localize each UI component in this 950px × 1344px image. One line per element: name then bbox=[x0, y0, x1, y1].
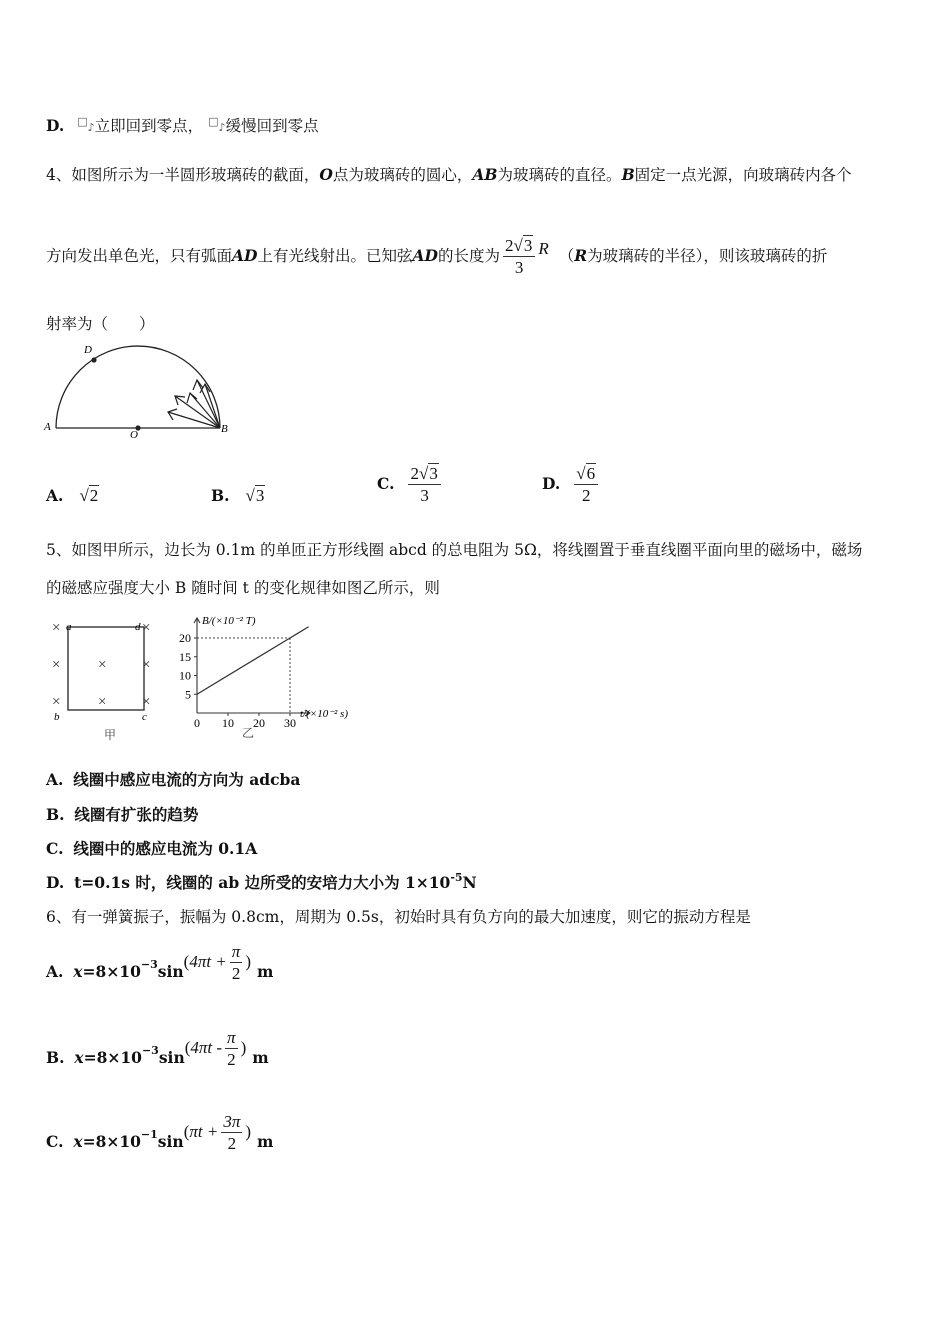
y-tick-label: 5 bbox=[185, 687, 191, 702]
caption-yi: 乙 bbox=[242, 726, 255, 740]
q4-option-a bbox=[46, 476, 99, 516]
option-unit: N bbox=[462, 873, 477, 892]
option-value: $\frac{2√3}{3}$ bbox=[408, 464, 440, 505]
q6-option-a bbox=[46, 941, 274, 996]
stem-text: 为玻璃砖的直径。 bbox=[497, 166, 622, 184]
symbol-ad: AD bbox=[232, 246, 258, 265]
corner-d: d bbox=[135, 621, 141, 633]
option-letter: A. bbox=[46, 962, 64, 981]
sin-fn: sin bbox=[157, 962, 184, 981]
option-letter: B. bbox=[211, 486, 230, 505]
semicircle-glass-figure bbox=[40, 338, 240, 443]
svg-text:×: × bbox=[52, 657, 61, 673]
figure-jia-coil bbox=[46, 612, 171, 742]
option-letter: A. bbox=[46, 770, 64, 789]
svg-text:×: × bbox=[98, 694, 107, 710]
option-letter: D. bbox=[46, 116, 65, 135]
option-text: 立即回到零点， bbox=[94, 117, 204, 135]
stem-text: （ bbox=[558, 247, 575, 265]
q4-stem-line2 bbox=[46, 226, 827, 286]
arc-ad bbox=[56, 346, 220, 428]
coefficient: =8×10 bbox=[82, 962, 141, 981]
x-tick-label: 10 bbox=[222, 716, 234, 730]
option-letter: D. bbox=[46, 873, 65, 892]
phase-argument: ( πt + $\frac{3\pi}{2}$ ) bbox=[183, 1111, 252, 1153]
option-letter: C. bbox=[46, 1132, 64, 1151]
x-tick-label: 20 bbox=[253, 716, 265, 730]
q6-option-b bbox=[46, 1027, 269, 1082]
corner-a: a bbox=[66, 621, 72, 633]
label-a: A bbox=[44, 421, 51, 433]
option-text: 线圈中的感应电流为 0.1A bbox=[73, 839, 258, 858]
q3-option-d bbox=[46, 116, 319, 138]
option-letter: C. bbox=[377, 474, 395, 493]
label-d: D bbox=[84, 344, 92, 356]
svg-text:×: × bbox=[52, 694, 61, 710]
x-axis-label: t/(×10⁻² s) bbox=[300, 708, 348, 720]
option-text: 线圈中感应电流的方向为 adcba bbox=[73, 770, 301, 789]
coefficient: =8×10 bbox=[83, 1048, 142, 1067]
option-value: $\frac{√6}{2}$ bbox=[574, 464, 598, 505]
option-text: 线圈有扩张的趋势 bbox=[74, 805, 199, 824]
x-tick-label: 0 bbox=[194, 716, 200, 730]
corner-b: b bbox=[54, 711, 60, 723]
q4-option-b bbox=[211, 476, 265, 516]
option-letter: B. bbox=[46, 1048, 65, 1067]
stem-text: 固定一点光源，向玻璃砖内各个 bbox=[634, 166, 852, 184]
stem-text: 的长度为 bbox=[437, 247, 500, 265]
option-unit: m bbox=[257, 1132, 274, 1151]
svg-text:×: × bbox=[142, 620, 151, 636]
figure-yi-bt-chart bbox=[172, 610, 364, 744]
option-unit: m bbox=[252, 1048, 269, 1067]
var-x: x bbox=[73, 962, 83, 981]
caption-jia: 甲 bbox=[104, 728, 117, 742]
q4-option-c bbox=[377, 460, 444, 508]
q5-stem-line1: 5、如图甲所示，边长为 0.1m 的单匝正方形线圈 abcd 的总电阻为 5Ω，将线圈置于垂直线圈平面向里的磁场中，磁场 bbox=[46, 541, 863, 559]
stem-text: 为玻璃砖的半径），则该玻璃砖的折 bbox=[587, 247, 828, 265]
phase-argument: ( 4πt + $\frac{\pi}{2}$ ) bbox=[183, 941, 251, 983]
y-tick-label: 10 bbox=[179, 668, 191, 683]
series-line-b bbox=[197, 627, 309, 695]
missing-glyph-icon: ♪ bbox=[87, 121, 95, 134]
q5-option-b bbox=[46, 805, 198, 825]
var-x: x bbox=[73, 1132, 83, 1151]
svg-text:×: × bbox=[52, 620, 61, 636]
stem-text: 方向发出单色光，只有弧面 bbox=[46, 247, 233, 265]
option-text: t=0.1s 时，线圈的 ab 边所受的安培力大小为 1×10 bbox=[74, 873, 451, 892]
q4-stem-line1 bbox=[46, 165, 852, 185]
missing-glyph-icon: □ bbox=[77, 115, 88, 128]
exponent: −3 bbox=[141, 1044, 159, 1057]
svg-text:×: × bbox=[142, 657, 151, 673]
phase-argument: ( 4πt - $\frac{\pi}{2}$ ) bbox=[184, 1027, 247, 1069]
exponent: −3 bbox=[140, 958, 158, 971]
x-tick-label: 30 bbox=[284, 716, 296, 730]
q5-option-a bbox=[46, 770, 300, 790]
option-letter: B. bbox=[46, 805, 65, 824]
option-letter: D. bbox=[542, 474, 561, 493]
y-tick-label: 20 bbox=[179, 631, 191, 645]
chord-length-fraction: $\frac{2√3}{3}$ bbox=[503, 236, 535, 277]
q5-option-c bbox=[46, 839, 257, 859]
point-d bbox=[91, 357, 96, 362]
y-tick-label: 15 bbox=[179, 649, 191, 664]
label-b: B bbox=[221, 423, 228, 435]
svg-text:×: × bbox=[98, 657, 107, 673]
q6-stem: 6、有一弹簧振子，振幅为 0.8cm，周期为 0.5s，初始时具有负方向的最大加速度，则它的振动方程是 bbox=[46, 908, 751, 926]
coefficient: =8×10 bbox=[82, 1132, 141, 1151]
sin-fn: sin bbox=[157, 1132, 184, 1151]
option-letter: C. bbox=[46, 839, 64, 858]
option-unit: m bbox=[257, 962, 274, 981]
symbol-ab: AB bbox=[472, 165, 498, 184]
y-axis-label: B/(×10⁻² T) bbox=[202, 615, 256, 627]
field-crosses bbox=[52, 620, 150, 710]
label-o: O bbox=[130, 429, 138, 441]
option-letter: A. bbox=[46, 486, 64, 505]
var-x: x bbox=[74, 1048, 84, 1067]
symbol-r: R bbox=[574, 246, 588, 265]
svg-text:×: × bbox=[142, 694, 151, 710]
option-text: 缓慢回到零点 bbox=[225, 117, 319, 135]
option-value: √3 bbox=[245, 486, 265, 505]
missing-glyph-icon: □ bbox=[208, 115, 219, 128]
stem-text: 4、如图所示为一半圆形玻璃砖的截面， bbox=[46, 166, 320, 184]
symbol-ad: AD bbox=[412, 246, 438, 265]
q5-option-d bbox=[46, 873, 477, 895]
sin-fn: sin bbox=[158, 1048, 185, 1067]
corner-c: c bbox=[142, 711, 147, 723]
q4-option-d bbox=[542, 460, 601, 508]
option-value: √2 bbox=[79, 486, 99, 505]
q6-option-c bbox=[46, 1111, 274, 1166]
stem-text: 上有光线射出。已知弦 bbox=[257, 247, 413, 265]
stem-text: 点为玻璃砖的圆心， bbox=[332, 166, 473, 184]
q4-stem-line3: 射率为（ ） bbox=[46, 315, 155, 333]
symbol-o: O bbox=[319, 165, 333, 184]
missing-glyph-icon: ♪ bbox=[218, 121, 226, 134]
q5-stem-line2: 的磁感应强度大小 B 随时间 t 的变化规律如图乙所示，则 bbox=[46, 579, 440, 597]
exponent: -5 bbox=[450, 871, 463, 884]
light-rays bbox=[168, 380, 220, 428]
symbol-r: R bbox=[538, 239, 549, 258]
exponent: −1 bbox=[140, 1128, 158, 1141]
symbol-b: B bbox=[621, 165, 635, 184]
